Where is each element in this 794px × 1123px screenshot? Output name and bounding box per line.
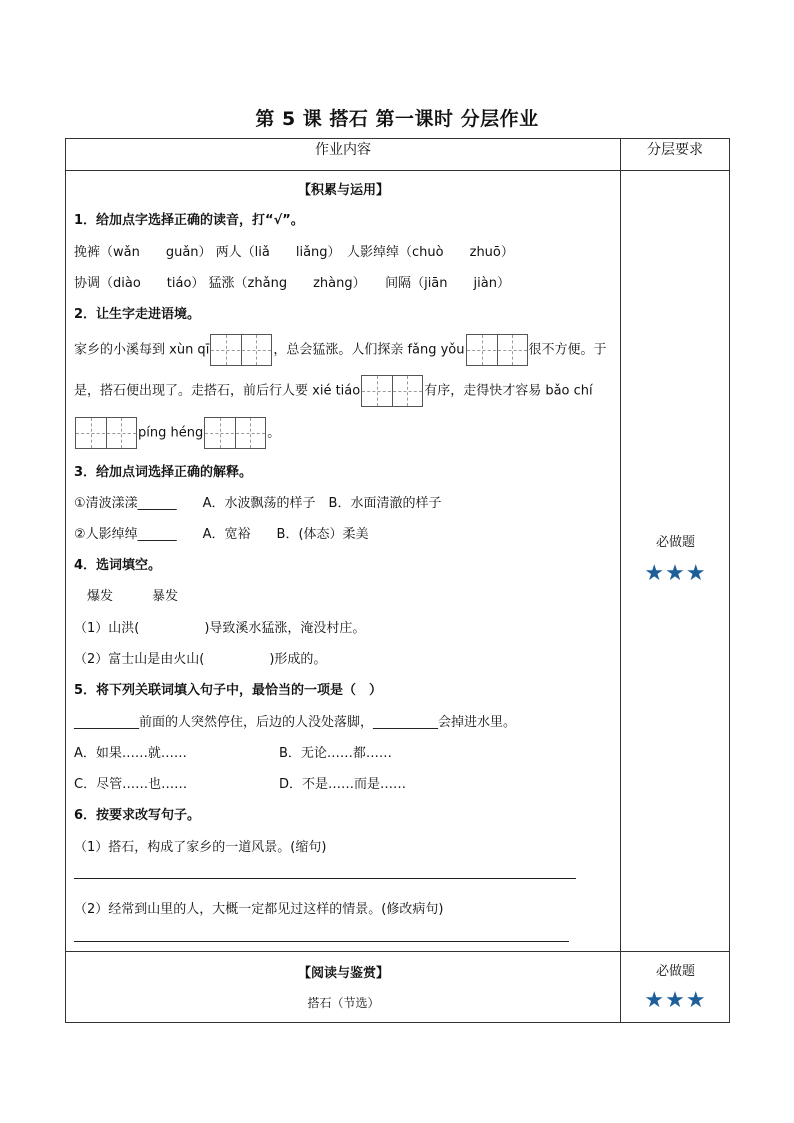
question-4-item-1: （1）山洪( )导致溪水猛涨，淹没村庄。: [74, 621, 366, 636]
question-6-item-1: （1）搭石，构成了家乡的一道风景。(缩句): [74, 840, 327, 855]
text-segment: ，总会猛涨。人们探亲 fǎng yǒu: [273, 342, 465, 358]
text-segment: 。: [267, 425, 281, 441]
page-title: 第 5 课 搭石 第一课时 分层作业: [255, 108, 539, 130]
requirement-label: 必做题: [655, 964, 695, 979]
question-6-item-2: （2）经常到山里的人，大概一定都见过这样的情景。(修改病句): [74, 902, 444, 917]
requirement-cell: [621, 952, 730, 1023]
writing-grid[interactable]: [361, 375, 423, 407]
question-5-option-a[interactable]: A．如果……就……: [74, 746, 187, 761]
text-segment: 很不方便。于: [528, 342, 607, 358]
text-segment: 家乡的小溪每到 xùn qī: [74, 342, 210, 358]
writing-grid[interactable]: [466, 334, 528, 366]
writing-grid[interactable]: [210, 334, 272, 366]
table-header-row: [66, 139, 730, 171]
answer-line-1[interactable]: [74, 877, 576, 879]
question-1-label: 1．给加点字选择正确的读音，打“√”。: [74, 213, 304, 228]
reading-subtitle: 搭石（节选）: [307, 996, 380, 1010]
question-4-label: 4．选词填空。: [74, 558, 162, 573]
question-4-item-2: （2）富士山是由火山( )形成的。: [74, 652, 327, 667]
table-row: [66, 171, 730, 952]
question-1-line-2: 协调（diào tiáo） 猛涨（zhǎng zhàng） 间隔（jiān jiàn）: [74, 276, 510, 291]
question-2-para-1: [74, 334, 607, 366]
question-2-label: 2．让生字走进语境。: [74, 307, 201, 322]
section-heading: 【阅读与鉴赏】: [297, 966, 389, 981]
question-1-line-1: 挽裤（wǎn guǎn） 两人（liǎ liǎng） 人影绰绰（chuò zhuō）: [74, 245, 514, 260]
requirement-label: 必做题: [655, 535, 695, 550]
question-2-para-3: [74, 417, 280, 449]
writing-grid[interactable]: [204, 417, 266, 449]
question-5-option-b[interactable]: B．无论……都……: [279, 746, 392, 761]
answer-line-2[interactable]: [74, 940, 569, 942]
section-reading: [66, 952, 621, 1023]
question-6-label: 6．按要求改写句子。: [74, 808, 201, 823]
header-content: 作业内容: [66, 139, 621, 171]
star-rating-icon: ★★★: [644, 988, 707, 1013]
text-segment: 有序，走得快才容易 bǎo chí: [424, 383, 593, 399]
question-2-para-2: [74, 375, 593, 407]
question-5-option-d[interactable]: D．不是……而是……: [279, 777, 407, 792]
question-3-line-1: ①清波漾漾______ A．水波飘荡的样子 B．水面清澈的样子: [74, 496, 442, 511]
text-segment: píng héng: [138, 425, 204, 441]
question-3-line-2: ②人影绰绰______ A．宽裕 B．(体态）柔美: [74, 527, 369, 542]
section-accumulation: [66, 171, 621, 952]
homework-table: [65, 138, 730, 1023]
question-5-option-c[interactable]: C．尽管……也……: [74, 777, 188, 792]
section-heading: 【积累与运用】: [297, 183, 389, 198]
table-row: [66, 952, 730, 1023]
writing-grid[interactable]: [75, 417, 137, 449]
question-5-sentence: __________前面的人突然停住，后边的人没处落脚，__________会掉进水里。: [74, 715, 517, 730]
requirement-cell: [621, 171, 730, 952]
question-3-label: 3．给加点词选择正确的解释。: [74, 465, 253, 480]
header-requirement: 分层要求: [621, 139, 730, 171]
star-rating-icon: ★★★: [644, 561, 707, 586]
text-segment: 是，搭石便出现了。走搭石，前后行人要 xié tiáo: [74, 383, 361, 399]
question-4-words: 爆发 暴发: [74, 589, 179, 604]
question-5-label: 5．将下列关联词填入句子中，最恰当的一项是（ ）: [74, 683, 383, 698]
